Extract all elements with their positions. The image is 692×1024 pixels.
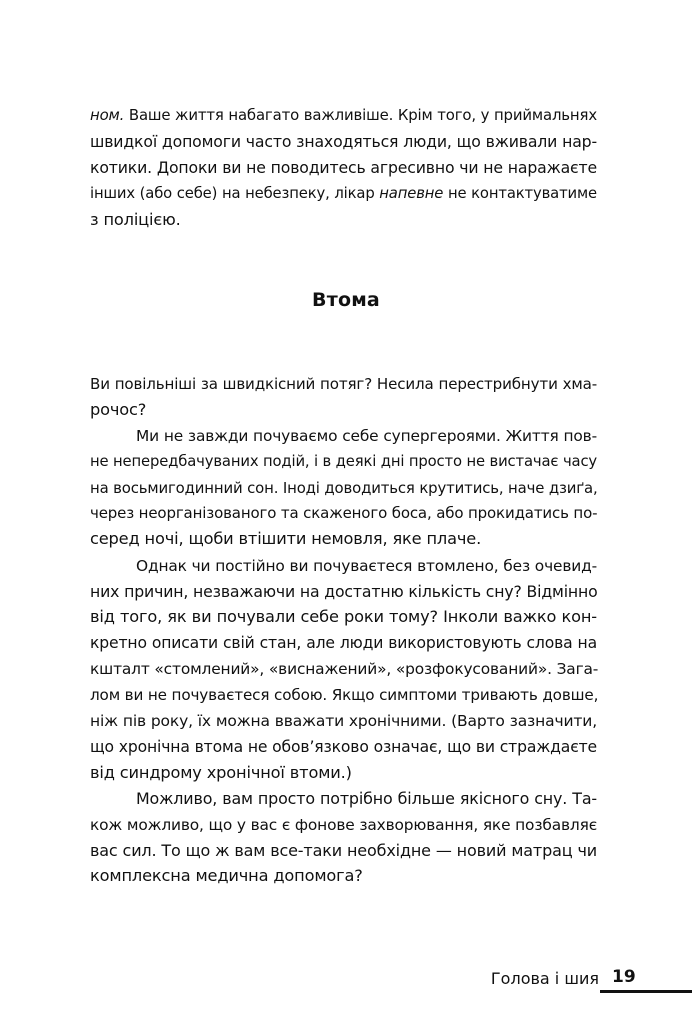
p3-line-8: що хронічна втома не обов’язково означає, що ви страждаєте (90, 738, 597, 756)
intro-line-5: з поліцією. (90, 210, 181, 229)
p3-line-1: Однак чи постійно ви почуваєтеся втомлено, без очевид- (136, 557, 597, 575)
p3-line-6: лом ви не почуваєтеся собою. Якщо симптоми тривають довше, (90, 686, 599, 704)
intro-line-4-text-a: інших (або себе) на небезпеку, лікар (90, 185, 380, 202)
intro-line-3: котики. Допоки ви не поводитесь агресивно чи не наражаєте (90, 158, 597, 177)
p2-line-5: серед ночі, щоби втішити немовля, яке плаче. (90, 529, 482, 548)
footer-rule (600, 990, 692, 993)
p3-line-5: кшталт «стомлений», «виснажений», «розфокусований». Зага- (90, 660, 599, 678)
p2-line-3: на восьмигодинний сон. Іноді доводиться крутитись, наче дзиґа, (90, 479, 598, 497)
p4-line-2: кож можливо, що у вас є фонове захворювання, яке позбавляє (90, 816, 597, 834)
intro-line-4-emphasis: напевне (379, 185, 444, 202)
p1-line-2: рочос? (90, 400, 147, 419)
section-title: Втома (312, 289, 380, 311)
p3-line-7: ніж пів року, їх можна вважати хронічними. (Варто зазначити, (90, 712, 597, 730)
p2-line-1: Ми не завжди почуваємо себе супергероями. Життя пов- (136, 427, 597, 445)
p3-line-9: від синдрому хронічної втоми.) (90, 763, 352, 782)
page-number: 19 (612, 967, 636, 987)
p4-line-1: Можливо, вам просто потрібно більше якісного сну. Та- (136, 789, 597, 808)
footer-section-label: Голова і шия (490, 969, 599, 988)
intro-line-1-emphasis: ном. (90, 106, 125, 124)
intro-line-1 (90, 105, 597, 125)
intro-line-4 (90, 184, 597, 204)
intro-line-2: швидкої допомоги часто знаходяться люди, що вживали нар- (90, 132, 597, 151)
p2-line-4: через неорганізованого та скаженого боса, або прокидатись по- (90, 504, 598, 522)
p4-line-4: комплексна медична допомога? (90, 866, 363, 885)
intro-line-4-text-b: не контактуватиме (443, 185, 597, 202)
intro-line-1-text: Ваше життя набагато важливіше. Крім того, у приймальнях (124, 106, 597, 124)
p3-line-3: від того, як ви почували себе роки тому? Інколи важко кон- (90, 607, 597, 626)
p2-line-2: не непередбачуваних подій, і в деякі дні просто не вистачає часу (90, 453, 598, 470)
p4-line-3: вас сил. То що ж вам все-таки необхідне — новий матрац чи (90, 841, 597, 860)
p3-line-4: кретно описати свій стан, але люди використовують слова на (90, 634, 597, 652)
p3-line-2: них причин, незважаючи на достатню кількість сну? Відмінно (90, 582, 598, 601)
p1-line-1: Ви повільніші за швидкісний потяг? Несила перестрибнути хма- (90, 375, 597, 393)
